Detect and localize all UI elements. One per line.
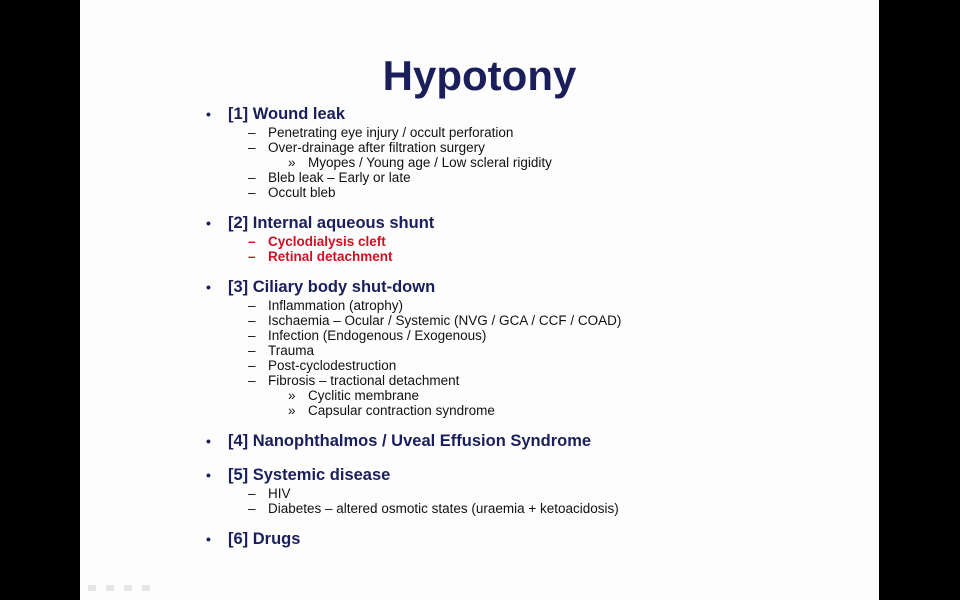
list-item-text: Trauma	[268, 343, 315, 358]
list-item-text: Occult bleb	[268, 185, 336, 200]
sub-list-item	[206, 155, 621, 170]
list-item-text: Retinal detachment	[268, 249, 393, 264]
section-heading	[206, 464, 621, 486]
list-item-text: Fibrosis – tractional detachment	[268, 373, 460, 388]
bullet-icon: •	[206, 467, 211, 483]
list-item-text: Post-cyclodestruction	[268, 358, 397, 373]
dash-icon: –	[248, 249, 256, 264]
sub-list-item-text: Capsular contraction syndrome	[308, 403, 495, 418]
section-label: [6] Drugs	[228, 530, 301, 548]
raquo-icon: »	[288, 388, 296, 403]
sub-list-item	[206, 403, 621, 418]
dash-icon: –	[248, 358, 256, 373]
list-item	[206, 486, 621, 501]
dash-icon: –	[248, 328, 256, 343]
section-heading	[206, 212, 621, 234]
raquo-icon: »	[288, 155, 296, 170]
list-item-text: Infection (Endogenous / Exogenous)	[268, 328, 487, 343]
dash-icon: –	[248, 486, 256, 501]
list-item	[206, 234, 621, 249]
pen-icon[interactable]	[106, 585, 114, 591]
dash-icon: –	[248, 170, 256, 185]
bullet-icon: •	[206, 215, 211, 231]
dash-icon: –	[248, 185, 256, 200]
list-item-text: HIV	[268, 486, 291, 501]
section-label: [4] Nanophthalmos / Uveal Effusion Syndrome	[228, 432, 592, 450]
list-item	[206, 140, 621, 155]
next-slide-icon[interactable]	[142, 585, 150, 591]
menu-icon[interactable]	[124, 585, 132, 591]
list-item	[206, 501, 621, 516]
prev-slide-icon[interactable]	[88, 585, 96, 591]
slideshow-controls	[88, 585, 150, 591]
list-item-text: Cyclodialysis cleft	[268, 234, 386, 249]
list-item	[206, 373, 621, 388]
dash-icon: –	[248, 501, 256, 516]
bullet-icon: •	[206, 279, 211, 295]
bullet-icon: •	[206, 531, 211, 547]
dash-icon: –	[248, 373, 256, 388]
dash-icon: –	[248, 298, 256, 313]
list-item-text: Bleb leak – Early or late	[268, 170, 411, 185]
section-heading	[206, 528, 621, 550]
list-item	[206, 298, 621, 313]
slide-content	[206, 103, 621, 550]
sub-list-item-text: Myopes / Young age / Low scleral rigidity	[308, 155, 552, 170]
sub-list-item-text: Cyclitic membrane	[308, 388, 420, 403]
section-heading	[206, 103, 621, 125]
bullet-icon: •	[206, 106, 211, 122]
section-heading	[206, 430, 621, 452]
dash-icon: –	[248, 343, 256, 358]
list-item	[206, 125, 621, 140]
section-label: [2] Internal aqueous shunt	[228, 214, 435, 232]
list-item-text: Penetrating eye injury / occult perforation	[268, 125, 514, 140]
dash-icon: –	[248, 313, 256, 328]
dash-icon: –	[248, 234, 256, 249]
slide	[80, 0, 879, 600]
dash-icon: –	[248, 140, 256, 155]
list-item	[206, 185, 621, 200]
bullet-icon: •	[206, 433, 211, 449]
list-item	[206, 170, 621, 185]
raquo-icon: »	[288, 403, 296, 418]
list-item-text: Over-drainage after filtration surgery	[268, 140, 485, 155]
slide-title: Hypotony	[382, 52, 577, 99]
dash-icon: –	[248, 125, 256, 140]
sub-list-item	[206, 388, 621, 403]
list-item-text: Ischaemia – Ocular / Systemic (NVG / GCA / CCF / COAD)	[268, 313, 622, 328]
section-label: [3] Ciliary body shut-down	[228, 278, 436, 296]
list-item-text: Inflammation (atrophy)	[268, 298, 404, 313]
list-item	[206, 328, 621, 343]
section-heading	[206, 276, 621, 298]
section-label: [5] Systemic disease	[228, 466, 391, 484]
list-item	[206, 343, 621, 358]
list-item	[206, 358, 621, 373]
list-item	[206, 313, 621, 328]
section-label: [1] Wound leak	[228, 105, 346, 123]
list-item-text: Diabetes – altered osmotic states (uraemia + ketoacidosis)	[268, 501, 619, 516]
list-item	[206, 249, 621, 264]
